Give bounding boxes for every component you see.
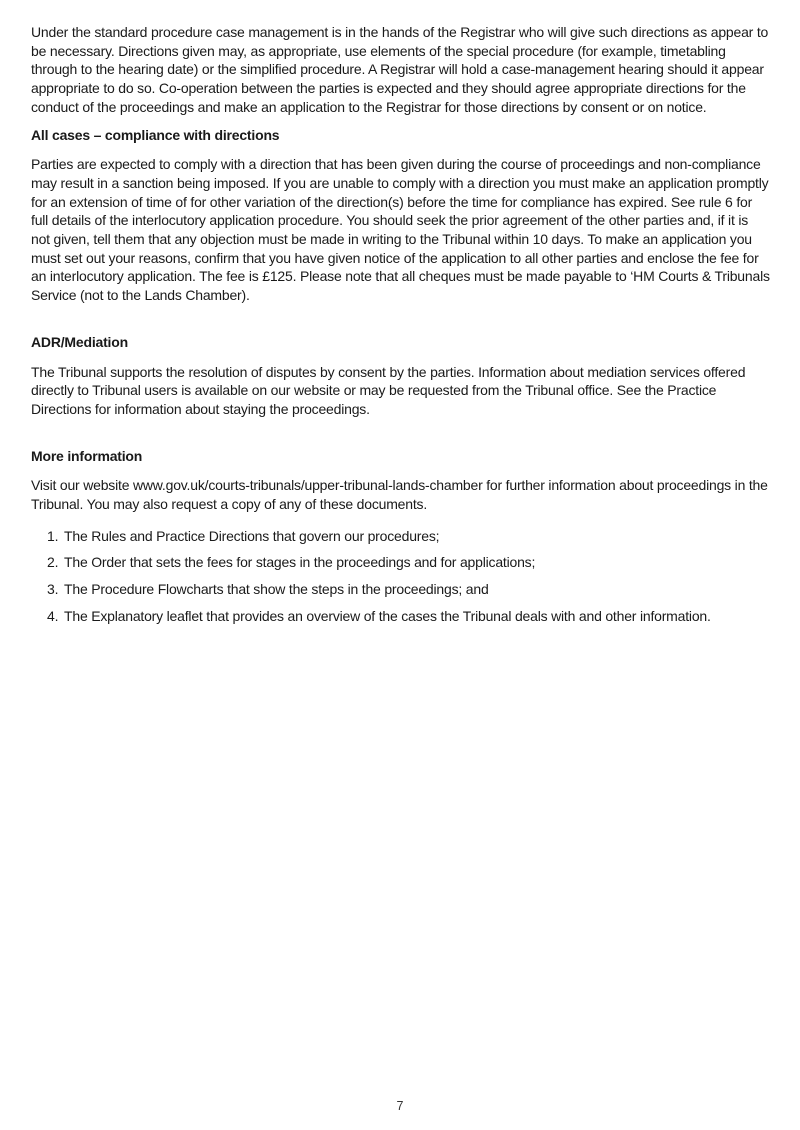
list-item-rules: 1. The Rules and Practice Directions that govern our procedures; bbox=[62, 527, 770, 546]
intro-paragraph: Under the standard procedure case management is in the hands of the Registrar who will give such directions as appear to be necessary. Directions given may, as appropriate, use elements of the special procedure (for example, timetabling through to the hearing date) or the simplified procedure. A Registrar will hold a case-management hearing should it appear appropriate to do so. Co-operation between the parties is expected and they should agree appropriate directions for the conduct of the proceedings and make an application to the Registrar for those directions by consent or on notice. bbox=[31, 24, 769, 115]
section-body-more-information: Visit our website www.gov.uk/courts-tribunals/upper-tribunal-lands-chamber for further information about proceedings in the Tribunal. You may also request a copy of any of these documents. bbox=[31, 477, 768, 513]
documents-list bbox=[31, 527, 770, 626]
list-item-explanatory-leaflet: 4. The Explanatory leaflet that provides an overview of the cases the Tribunal deals with and other information. bbox=[62, 607, 770, 626]
list-item-fees-order: 2. The Order that sets the fees for stages in the proceedings and for applications; bbox=[62, 553, 770, 572]
section-body-adr-mediation: The Tribunal supports the resolution of disputes by consent by the parties. Information about mediation services offered directly to Tribunal users is available on our website or may be requested from the Tribunal office. See the Practice Directions for information about staying the proceedings. bbox=[31, 363, 746, 417]
section-body-compliance: Parties are expected to comply with a direction that has been given during the course of proceedings and non-compliance may result in a sanction being imposed. If you are unable to comply with a direction you must make an application promptly for an extension of time of for other variation of the direction(s) before the time for compliance has expired. See rule 6 for full details of the interlocutory application procedure. You should seek the prior agreement of the other parties and, if it is not given, tell them that any objection must be made in writing to the Tribunal within 10 days. To make an application you must set out your reasons, confirm that you have given notice of the application to all other parties and enclose the fee for an interlocutory application. The fee is £125. Please note that all cheques must be made payable to ‘HM Courts & Tribunals Service (not to the Lands Chamber). bbox=[31, 156, 770, 304]
section-heading-adr-mediation: ADR/Mediation bbox=[31, 333, 128, 350]
list-item-flowcharts: 3. The Procedure Flowcharts that show the steps in the proceedings; and bbox=[62, 580, 770, 599]
section-heading-more-information: More information bbox=[31, 447, 143, 464]
section-heading-compliance: All cases – compliance with directions bbox=[31, 126, 280, 143]
page-number: 7 bbox=[396, 1099, 404, 1113]
